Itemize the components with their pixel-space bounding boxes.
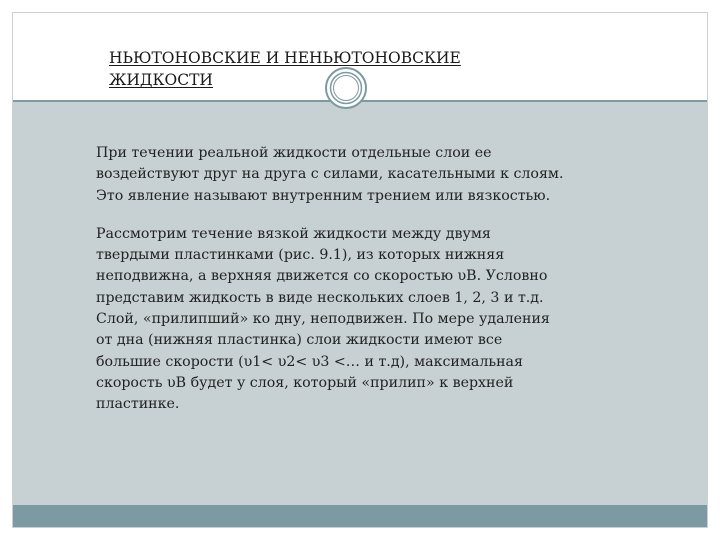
text-line: Рассмотрим течение вязкой жидкости между двумя — [96, 225, 491, 242]
paragraph-plates-example — [96, 224, 616, 416]
text-line: При течении реальной жидкости отдельные слои ее — [96, 145, 492, 161]
slide-title-line: НЬЮТОНОВСКИЕ И НЕНЬЮТОНОВСКИЕ — [109, 49, 461, 67]
text-line: Это явление называют внутренним трением или вязкостью. — [96, 187, 551, 204]
slide-body — [96, 143, 616, 433]
text-line: неподвижна, а верхняя движется со скоростью υВ. Условно — [96, 268, 548, 285]
text-line: представим жидкость в виде нескольких слоев 1, 2, 3 и т.д. — [96, 289, 544, 306]
text-line: твердыми пластинками (рис. 9.1), из которых нижняя — [96, 247, 505, 264]
slide-title-line: ЖИДКОСТИ — [109, 71, 213, 89]
text-line: пластинке. — [96, 396, 180, 413]
footer-bar — [13, 505, 707, 527]
text-line: воздействуют друг на друга с силами, касательными к слоям. — [96, 166, 564, 183]
ring-ornament-icon — [325, 67, 367, 109]
text-line: скорость υВ будет у слоя, который «прилип» к верхней — [96, 374, 514, 391]
text-line: Слой, «прилипший» ко дну, неподвижен. По мере удаления — [96, 311, 550, 328]
text-line: от дна (нижняя пластинка) слои жидкости имеют все — [96, 332, 503, 349]
text-line: большие скорости (υ1< υ2< υ3 <… и т.д), максимальная — [96, 353, 523, 370]
paragraph-viscosity-definition — [96, 143, 616, 207]
